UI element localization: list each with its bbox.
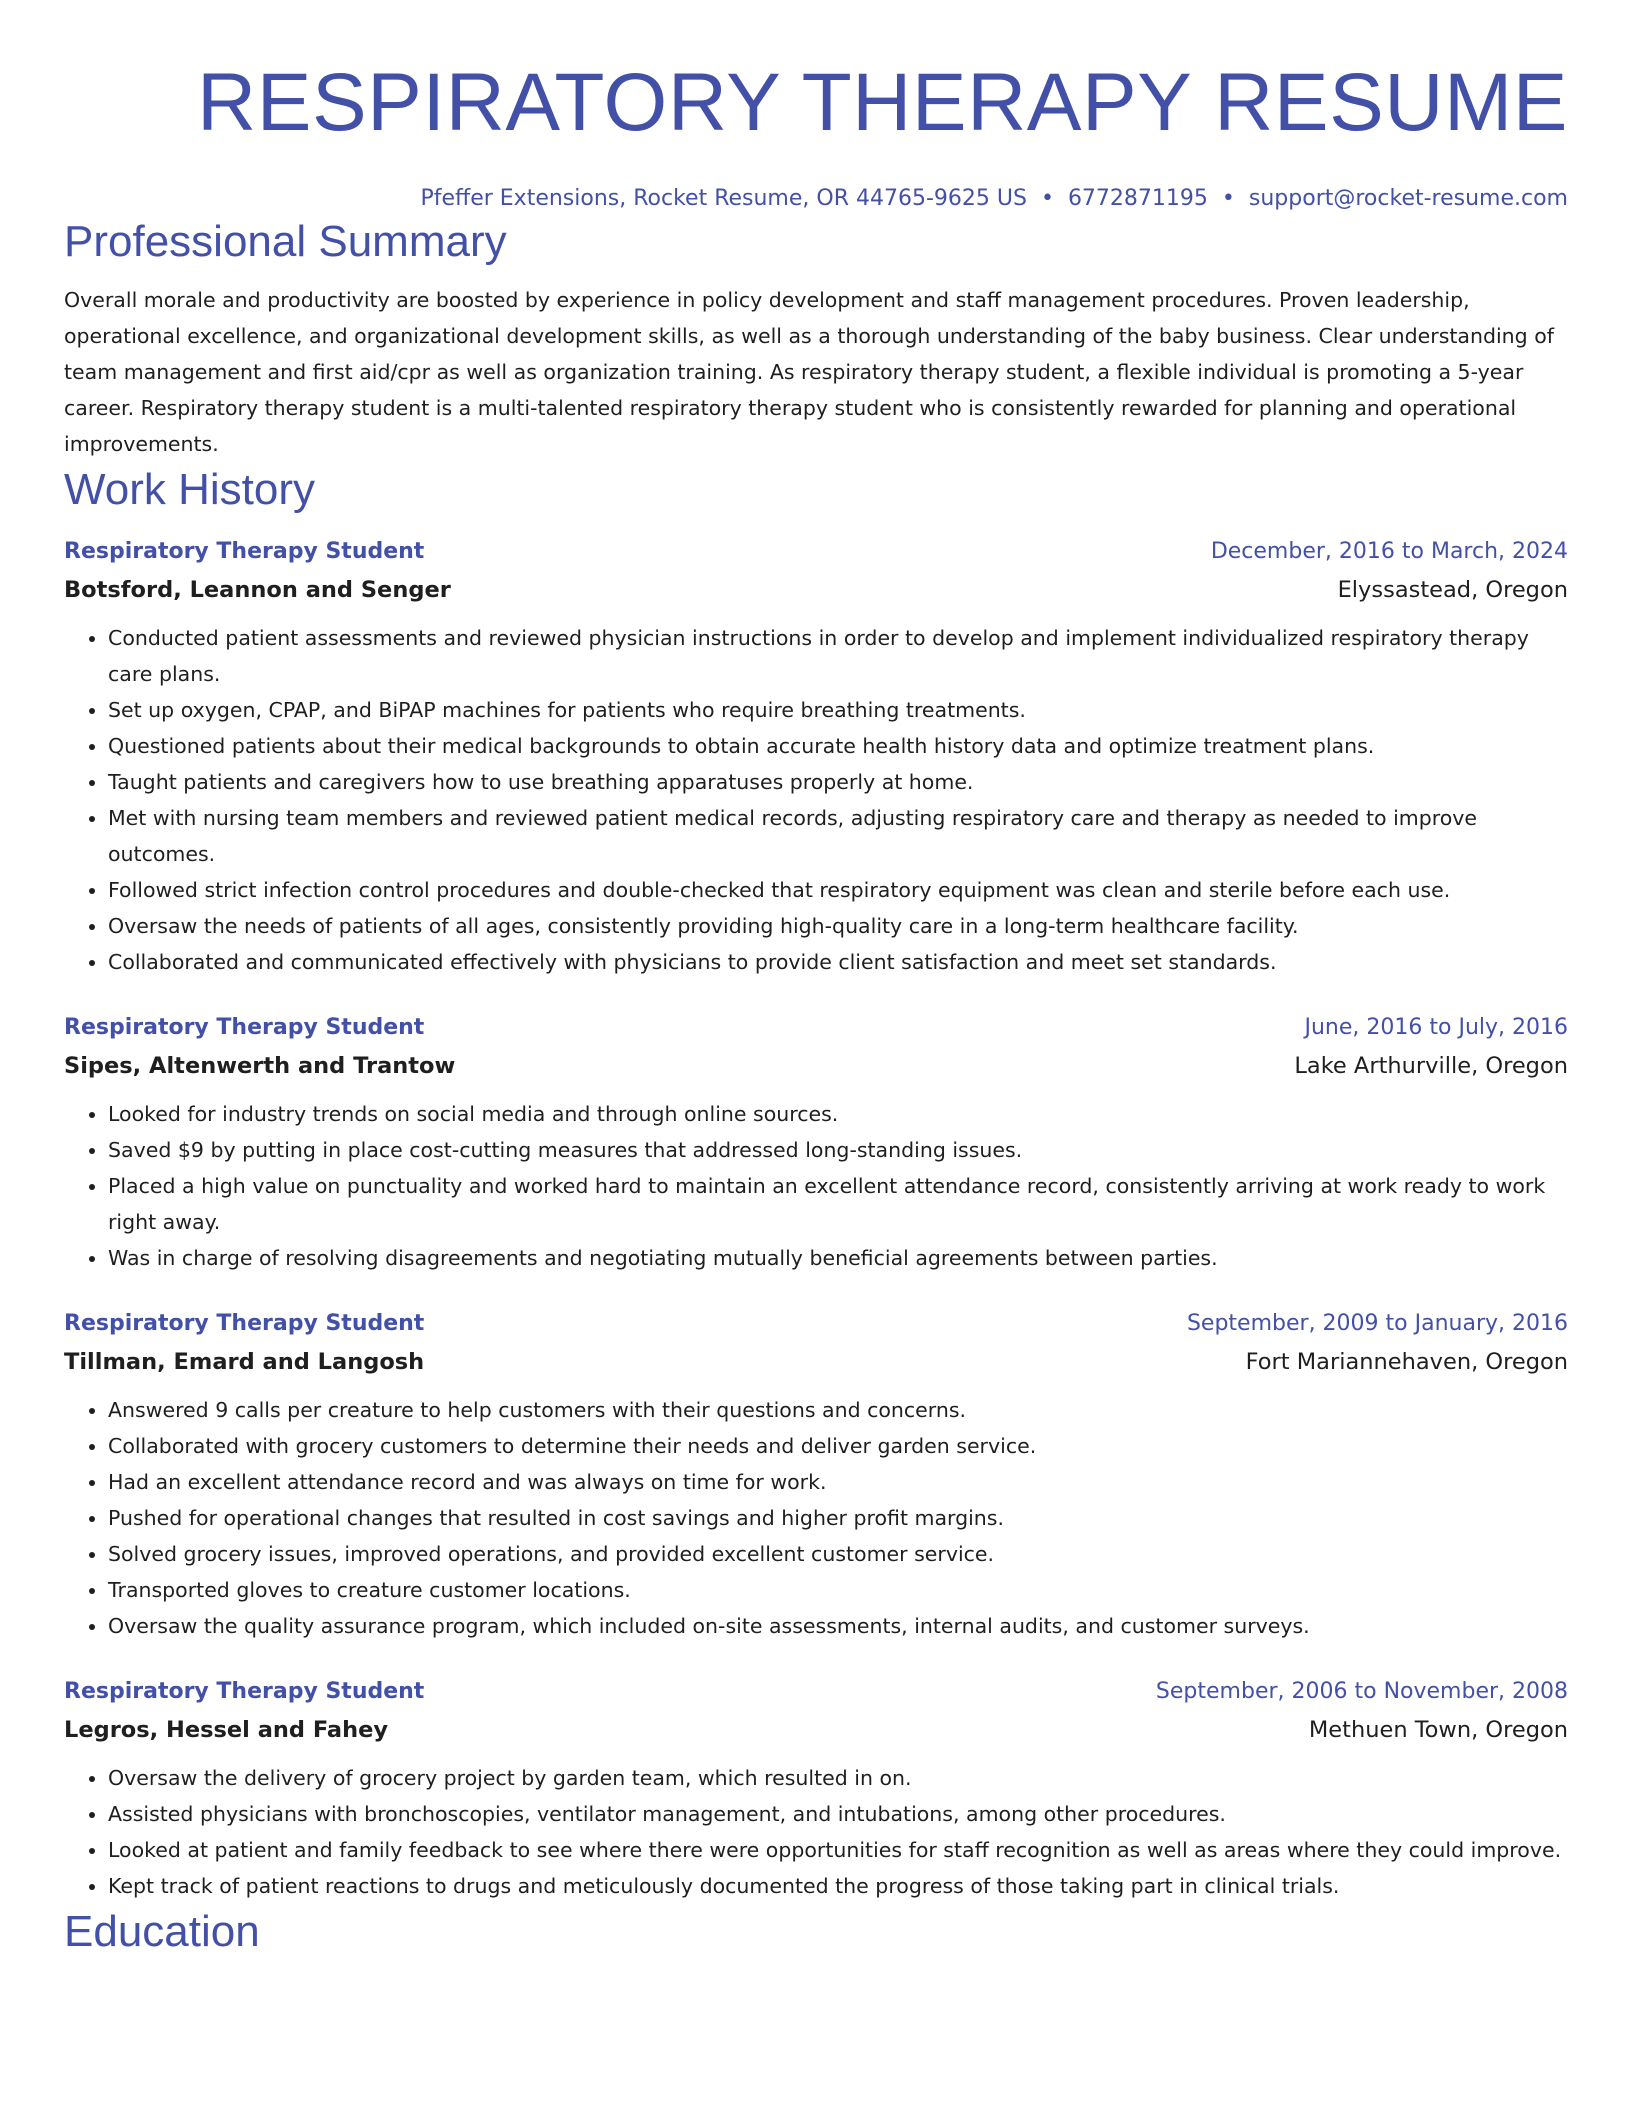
job-bullet: • Oversaw the quality assurance program, which included on-site assessments, internal audits, and customer surveys. <box>108 1608 1568 1644</box>
job-title-row <box>64 534 1568 570</box>
job-location: Methuen Town, Oregon <box>1308 1717 1568 1743</box>
summary-heading: Professional Summary <box>64 217 507 266</box>
summary-text: Overall morale and productivity are boosted by experience in policy development and staff management procedures. Proven leadership, operational excellence, and organizational development skills, as well as a thorough understanding of the baby business. Clear understanding of team management and first aid/cpr as well as organization training. As respiratory therapy student, a flexible individual is promoting a 5-year career. Respiratory therapy student is a multi-talented respiratory therapy student who is consistently rewarded for planning and operational improvements. <box>64 288 1554 456</box>
job-company: Sipes, Altenwerth and Trantow <box>64 1053 456 1079</box>
job-bullet: • Had an excellent attendance record and was always on time for work. <box>108 1464 1568 1500</box>
job-bullet: • Assisted physicians with bronchoscopies, ventilator management, and intubations, among other procedures. <box>108 1796 1568 1832</box>
job-bullet: • Taught patients and caregivers how to use breathing apparatuses properly at home. <box>108 764 1568 800</box>
job-location: Lake Arthurville, Oregon <box>1294 1053 1568 1079</box>
job-bullet: • Placed a high value on punctuality and worked hard to maintain an excellent attendance record, consistently arriving at work ready to work right away. <box>108 1168 1568 1240</box>
job-title: Respiratory Therapy Student <box>64 1015 425 1040</box>
job-entry <box>64 534 1568 980</box>
job-bullet: • Transported gloves to creature customer locations. <box>108 1572 1568 1608</box>
job-title: Respiratory Therapy Student <box>64 539 425 564</box>
job-company: Botsford, Leannon and Senger <box>64 577 451 603</box>
job-bullet: • Oversaw the delivery of grocery project by garden team, which resulted in on. <box>108 1760 1568 1796</box>
job-bullets <box>64 1096 1568 1276</box>
job-bullet: • Pushed for operational changes that resulted in cost savings and higher profit margins. <box>108 1500 1568 1536</box>
job-title: Respiratory Therapy Student <box>64 1311 425 1336</box>
job-company-row <box>64 1710 1568 1750</box>
job-dates: December, 2016 to March, 2024 <box>1210 539 1568 564</box>
job-bullet: • Was in charge of resolving disagreements and negotiating mutually beneficial agreements between parties. <box>108 1240 1568 1276</box>
contact-email: support@rocket-resume.com <box>1248 186 1568 211</box>
job-bullets <box>64 620 1568 980</box>
job-dates: September, 2006 to November, 2008 <box>1155 1679 1568 1704</box>
job-bullet: • Collaborated with grocery customers to determine their needs and deliver garden service. <box>108 1428 1568 1464</box>
job-bullet: • Saved $9 by putting in place cost-cutting measures that addressed long-standing issues. <box>108 1132 1568 1168</box>
job-title-row <box>64 1010 1568 1046</box>
job-bullets <box>64 1760 1568 1904</box>
job-entry <box>64 1306 1568 1644</box>
work-history-heading: Work History <box>64 465 315 514</box>
contact-separator: • <box>1221 186 1235 211</box>
contact-line <box>64 184 1568 214</box>
job-bullet: • Oversaw the needs of patients of all ages, consistently providing high-quality care in a long-term healthcare facility. <box>108 908 1568 944</box>
resume-header <box>64 0 1568 214</box>
job-bullet: • Questioned patients about their medical backgrounds to obtain accurate health history data and optimize treatment plans. <box>108 728 1568 764</box>
resume-title: RESPIRATORY THERAPY RESUME <box>197 57 1568 148</box>
job-entry <box>64 1674 1568 1904</box>
job-company-row <box>64 570 1568 610</box>
job-company: Legros, Hessel and Fahey <box>64 1717 389 1743</box>
contact-address: Pfeffer Extensions, Rocket Resume, OR 44765-9625 US <box>420 186 1027 211</box>
work-history-list <box>64 534 1568 1904</box>
job-bullet: • Conducted patient assessments and reviewed physician instructions in order to develop and implement individualized respiratory therapy care plans. <box>108 620 1568 692</box>
job-company-row <box>64 1046 1568 1086</box>
job-title-row <box>64 1674 1568 1710</box>
job-location: Fort Mariannehaven, Oregon <box>1245 1349 1568 1375</box>
education-heading: Education <box>64 1907 260 1956</box>
job-bullet: • Answered 9 calls per creature to help customers with their questions and concerns. <box>108 1392 1568 1428</box>
job-bullet: • Met with nursing team members and reviewed patient medical records, adjusting respiratory care and therapy as needed to improve outcomes. <box>108 800 1568 872</box>
contact-separator: • <box>1040 186 1054 211</box>
job-bullet: • Collaborated and communicated effectively with physicians to provide client satisfaction and meet set standards. <box>108 944 1568 980</box>
job-entry <box>64 1010 1568 1276</box>
job-bullet: • Kept track of patient reactions to drugs and meticulously documented the progress of those taking part in clinical trials. <box>108 1868 1568 1904</box>
job-bullet: • Followed strict infection control procedures and double-checked that respiratory equipment was clean and sterile before each use. <box>108 872 1568 908</box>
job-company: Tillman, Emard and Langosh <box>64 1349 425 1375</box>
job-dates: September, 2009 to January, 2016 <box>1186 1311 1568 1336</box>
job-dates: June, 2016 to July, 2016 <box>1304 1015 1568 1040</box>
job-company-row <box>64 1342 1568 1382</box>
job-bullet: • Set up oxygen, CPAP, and BiPAP machines for patients who require breathing treatments. <box>108 692 1568 728</box>
job-bullet: • Looked for industry trends on social media and through online sources. <box>108 1096 1568 1132</box>
job-bullet: • Solved grocery issues, improved operations, and provided excellent customer service. <box>108 1536 1568 1572</box>
job-title: Respiratory Therapy Student <box>64 1679 425 1704</box>
job-title-row <box>64 1306 1568 1342</box>
job-location: Elyssastead, Oregon <box>1337 577 1568 603</box>
contact-phone: 6772871195 <box>1067 186 1208 211</box>
job-bullet: • Looked at patient and family feedback to see where there were opportunities for staff recognition as well as areas where they could improve. <box>108 1832 1568 1868</box>
job-bullets <box>64 1392 1568 1644</box>
